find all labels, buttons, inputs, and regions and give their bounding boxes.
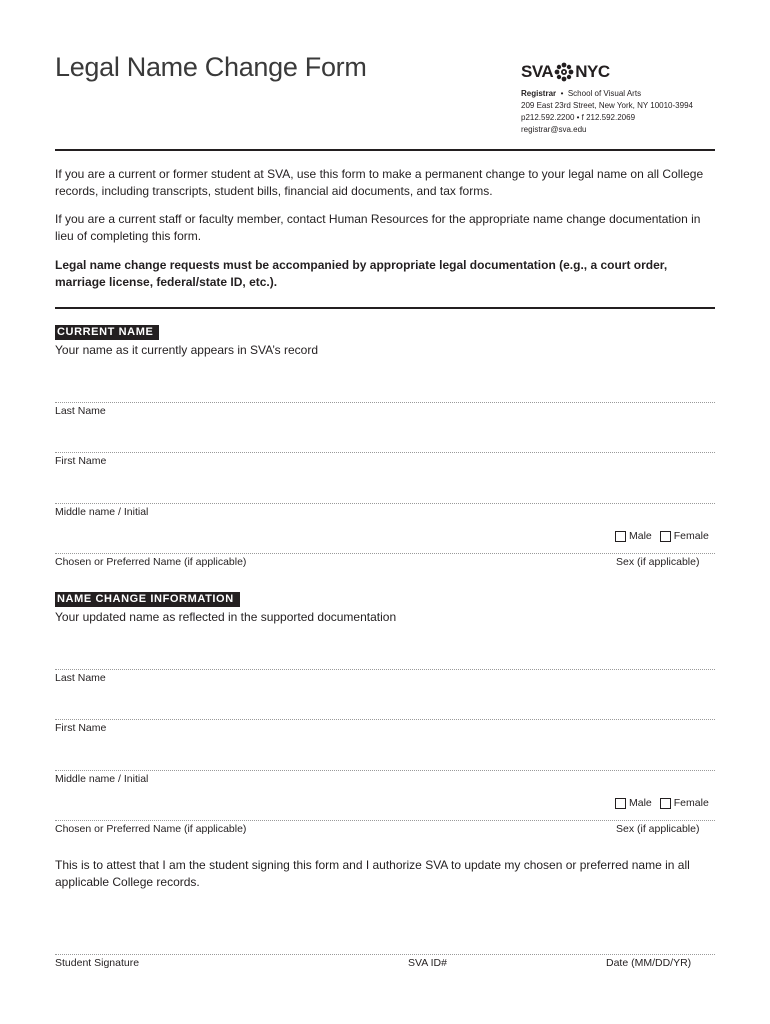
current-female-checkbox[interactable] <box>660 531 671 542</box>
current-chosen-name-label: Chosen or Preferred Name (if applicable) <box>55 556 247 568</box>
logo-left-text: SVA <box>521 62 554 81</box>
contact-separator: • <box>560 89 564 98</box>
intro-paragraph-3: Legal name change requests must be accompanied by appropriate legal documentation (e.g., a court order, marriage license, federal/state ID, etc.). <box>55 258 668 289</box>
name-change-subtitle: Your updated name as reflected in the supported documentation <box>55 610 397 624</box>
contact-school: School of Visual Arts <box>567 89 642 98</box>
new-last-name-label: Last Name <box>55 672 106 684</box>
new-male-checkbox[interactable] <box>615 798 626 809</box>
attestation-text: This is to attest that I am the student signing this form and I authorize SVA to update my chosen or preferred name in all applicable College records. <box>55 858 690 889</box>
contact-email: registrar@sva.edu <box>521 125 587 134</box>
current-middle-name-line[interactable] <box>55 503 715 504</box>
contact-phones: p212.592.2200 • f 212.592.2069 <box>521 113 636 122</box>
current-male-checkbox[interactable] <box>615 531 626 542</box>
registrar-contact <box>521 88 693 136</box>
new-female-option[interactable] <box>660 797 709 809</box>
new-last-name-line[interactable] <box>55 669 715 670</box>
contact-dept-line <box>521 88 693 100</box>
current-first-name-label: First Name <box>55 455 107 467</box>
new-female-checkbox[interactable] <box>660 798 671 809</box>
current-last-name-line[interactable] <box>55 402 715 403</box>
intro-divider <box>55 307 715 309</box>
signature-line[interactable] <box>55 954 715 955</box>
new-sex-options <box>615 797 717 809</box>
new-chosen-name-label: Chosen or Preferred Name (if applicable) <box>55 823 247 835</box>
new-female-label: Female <box>673 797 709 809</box>
current-female-option[interactable] <box>660 530 709 542</box>
current-last-name-label: Last Name <box>55 405 106 417</box>
new-male-label: Male <box>629 797 652 809</box>
student-signature-label: Student Signature <box>55 957 140 969</box>
new-first-name-label: First Name <box>55 722 107 734</box>
new-first-name-line[interactable] <box>55 719 715 720</box>
current-chosen-name-line[interactable] <box>55 553 715 554</box>
new-male-option[interactable] <box>615 797 652 809</box>
logo-right-text: NYC <box>575 62 610 81</box>
new-middle-name-label: Middle name / Initial <box>55 773 149 785</box>
name-change-section-label: NAME CHANGE INFORMATION <box>55 592 240 607</box>
intro-paragraph-1: If you are a current or former student at SVA, use this form to make a permanent change to your legal name on all College records, including transcripts, student bills, financial aid documents, and tax forms. <box>55 167 704 198</box>
intro-paragraph-2: If you are a current staff or faculty member, contact Human Resources for the appropriate name change documentation in lieu of completing this form. <box>55 212 701 243</box>
page-title: Legal Name Change Form <box>55 52 367 82</box>
current-sex-options <box>615 530 717 542</box>
current-middle-name-label: Middle name / Initial <box>55 506 149 518</box>
current-male-option[interactable] <box>615 530 652 542</box>
new-middle-name-line[interactable] <box>55 770 715 771</box>
current-female-label: Female <box>673 530 709 542</box>
current-name-subtitle: Your name as it currently appears in SVA’s record <box>55 343 319 357</box>
sva-id-label: SVA ID# <box>408 957 447 969</box>
new-sex-label: Sex (if applicable) <box>616 823 700 835</box>
sva-logo <box>521 62 610 82</box>
date-label: Date (MM/DD/YR) <box>606 957 692 969</box>
header-divider <box>55 149 715 151</box>
sva-flower-icon <box>554 62 574 82</box>
current-first-name-line[interactable] <box>55 452 715 453</box>
current-sex-label: Sex (if applicable) <box>616 556 700 568</box>
current-male-label: Male <box>629 530 652 542</box>
new-chosen-name-line[interactable] <box>55 820 715 821</box>
contact-address: 209 East 23rd Street, New York, NY 10010-3994 <box>521 101 693 110</box>
current-name-section-label: CURRENT NAME <box>55 325 159 340</box>
contact-dept: Registrar <box>521 89 557 98</box>
